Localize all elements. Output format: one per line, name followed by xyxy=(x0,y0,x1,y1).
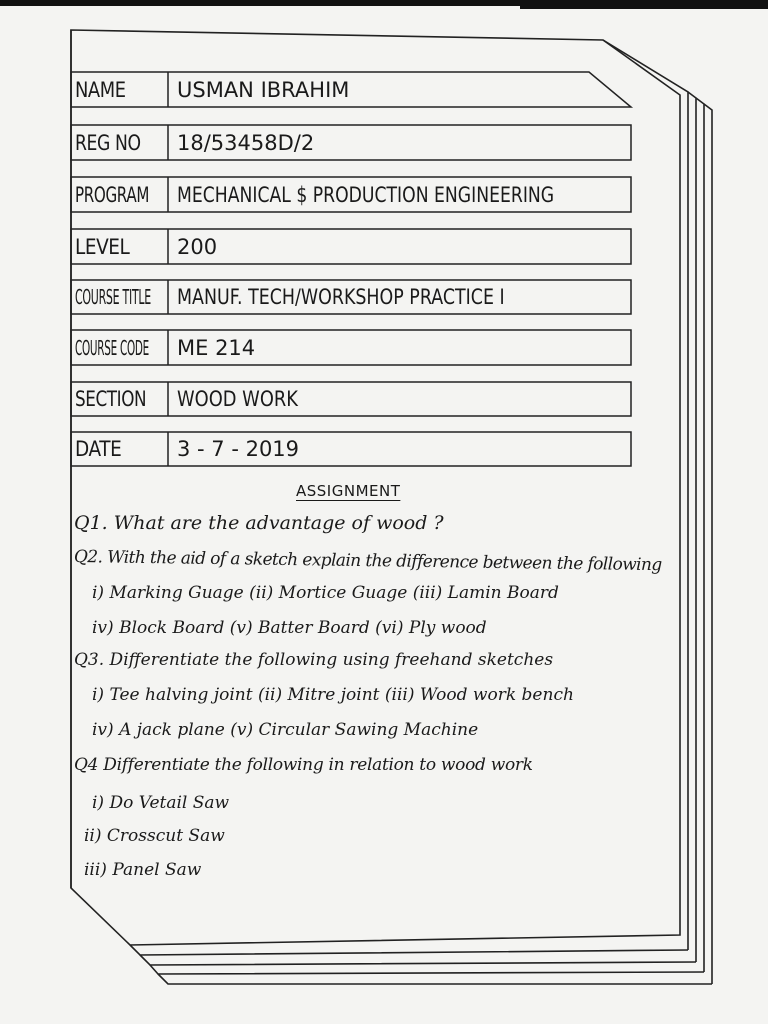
question-2: Q2. With the aid of a sketch explain the difference between the following xyxy=(73,547,662,576)
question-1: Q1. What are the advantage of wood ? xyxy=(74,512,444,534)
level-label: LEVEL xyxy=(75,235,130,259)
question-3-items-a: i) Tee halving joint (ii) Mitre joint (iii) Wood work bench xyxy=(92,685,574,705)
question-4: Q4 Differentiate the following in relation to wood work xyxy=(74,755,533,775)
question-3-items-b: iv) A jack plane (v) Circular Sawing Machine xyxy=(92,720,479,740)
assignment-heading: ASSIGNMENT xyxy=(296,482,401,500)
program-value: MECHANICAL $ PRODUCTION ENGINEERING xyxy=(177,183,555,207)
reg-no-value: 18/53458D/2 xyxy=(177,131,315,155)
question-2-items-b: iv) Block Board (v) Batter Board (vi) Ply wood xyxy=(92,618,487,638)
course-code-value: ME 214 xyxy=(177,336,256,360)
level-value: 200 xyxy=(177,235,218,259)
question-4-item-2: ii) Crosscut Saw xyxy=(84,826,225,846)
course-title-label: COURSE TITLE xyxy=(75,285,151,309)
question-2-items-a: i) Marking Guage (ii) Mortice Guage (iii) Lamin Board xyxy=(92,583,559,603)
question-4-item-1: i) Do Vetail Saw xyxy=(92,793,230,813)
section-label: SECTION xyxy=(75,387,147,411)
course-title-value: MANUF. TECH/WORKSHOP PRACTICE I xyxy=(177,285,505,309)
name-value: USMAN IBRAHIM xyxy=(177,78,350,102)
question-4-item-3: iii) Panel Saw xyxy=(84,860,202,880)
question-3: Q3. Differentiate the following using freehand sketches xyxy=(74,650,554,670)
reg-no-label: REG NO xyxy=(75,131,141,155)
date-label: DATE xyxy=(75,437,122,461)
name-label: NAME xyxy=(75,78,126,102)
date-value: 3 - 7 - 2019 xyxy=(177,437,300,461)
program-label: PROGRAM xyxy=(75,183,150,207)
course-code-label: COURSE CODE xyxy=(75,336,149,360)
section-value: WOOD WORK xyxy=(177,387,298,411)
